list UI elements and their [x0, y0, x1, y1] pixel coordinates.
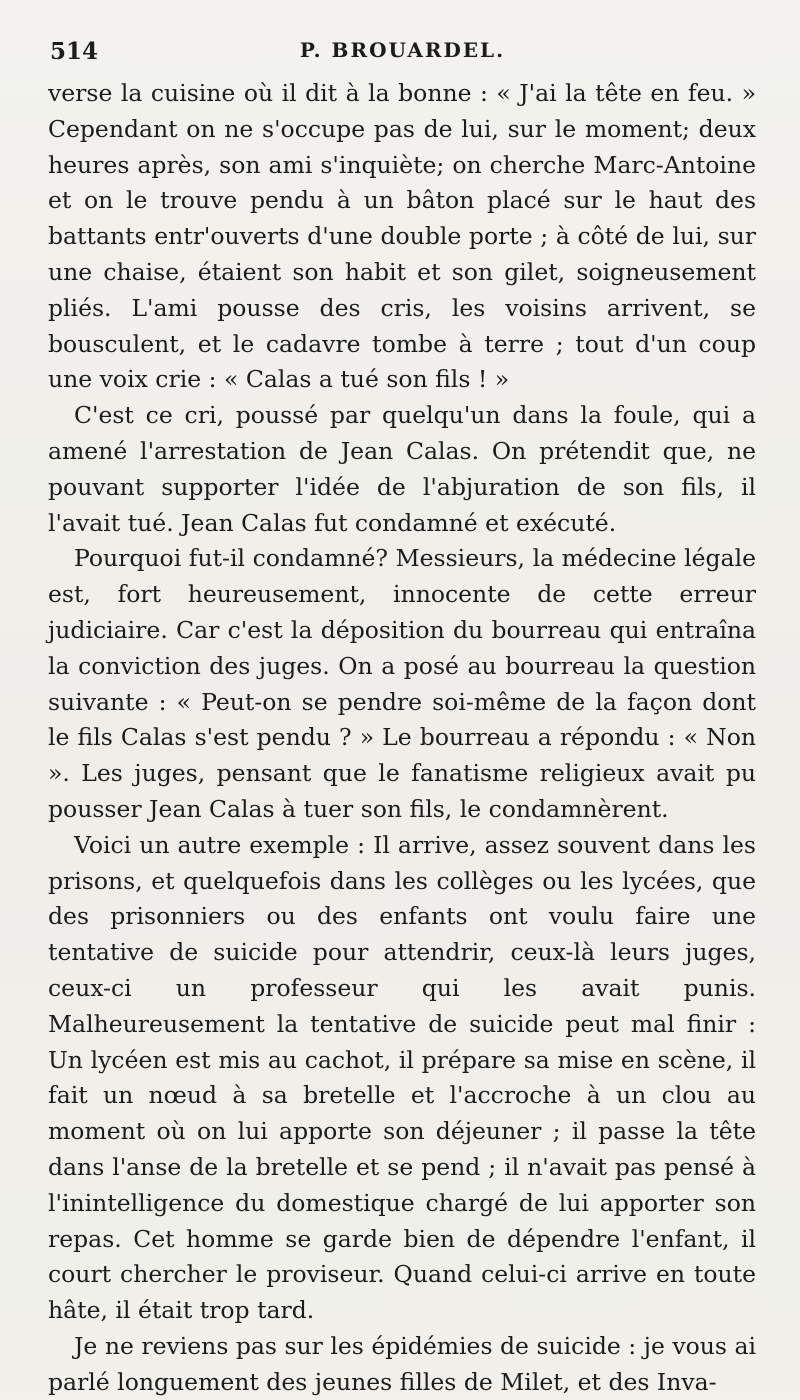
paragraph-continued: verse la cuisine où il dit à la bonne : « J'ai la tête en feu. » Cependant on ne s'occupe pas de lui, sur le moment; deux heures après, son ami s'inquiète; on cherche Marc-Antoine et on le trouve pendu à un bâton placé sur le haut des battants entr'ouverts d'une double porte ; à côté de lui, sur une chaise, étaient son habit et son gilet, soigneusement pliés. L'ami pousse des cris, les voisins arrivent, se bousculent, et le cadavre tombe à terre ; tout d'un coup une voix crie : « Calas a tué son fils ! »	[48, 79, 756, 394]
paragraph: Voici un autre exemple : Il arrive, assez souvent dans les prisons, et quelquefois dans les collèges ou les lycées, que des prisonniers ou des enfants ont voulu faire une tentative de suicide pour attendrir, ceux-là leurs juges, ceux-ci un professeur qui les avait punis. Malheureusement la tentative de suicide peut mal finir : Un lycéen est mis au cachot, il prépare sa mise en scène, il fait un nœud à sa bretelle et l'accroche à un clou au moment où on lui apporte son déjeuner ; il passe la tête dans l'anse de la bretelle et se pend ; il n'avait pas pensé à l'inintelligence du domestique chargé de lui apporter son repas. Cet homme se garde bien de dépendre l'enfant, il court chercher le proviseur. Quand celui-ci arrive en toute hâte, il était trop tard.	[48, 830, 756, 1325]
paragraph: Pourquoi fut-il condamné? Messieurs, la médecine légale est, fort heureusement, innocente de cette erreur judiciaire. Car c'est la déposition du bourreau qui entraîna la conviction des juges. On a posé au bourreau la question suivante : « Peut-on se pendre soi-même de la façon dont le fils Calas s'est pendu ? » Le bourreau a répondu : « Non ». Les juges, pensant que le fanatisme religieux avait pu pousser Jean Calas à tuer son fils, le condamnèrent.	[48, 544, 756, 823]
running-head-author: P. BROUARDEL.	[299, 38, 506, 62]
paragraph: Je ne reviens pas sur les épidémies de suicide : je vous ai parlé longuement des jeunes filles de Milet, et des Inva-	[48, 1331, 756, 1396]
running-head	[50, 38, 755, 68]
body-text	[48, 76, 756, 1400]
paragraph: C'est ce cri, poussé par quelqu'un dans la foule, qui a amené l'arrestation de Jean Calas. On prétendit que, ne pouvant supporter l'idée de l'abjuration de son fils, il l'avait tué. Jean Calas fut condamné et exécuté.	[48, 401, 756, 537]
page-number: 514	[50, 38, 99, 65]
